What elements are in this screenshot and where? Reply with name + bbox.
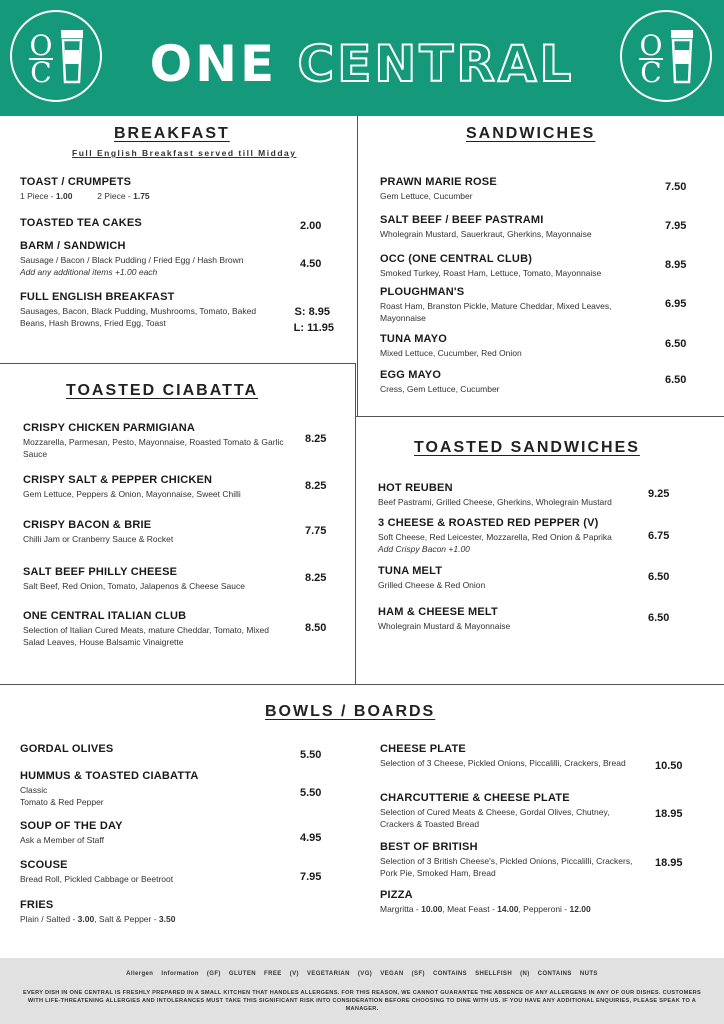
menu-item [378, 564, 643, 591]
item-name: OCC (ONE CENTRAL CLUB) [380, 253, 533, 265]
item-desc: Gem Lettuce, Peppers & Onion, Mayonnaise, Sweet Chilli [23, 489, 241, 499]
item-note: Add Crispy Bacon +1.00 [378, 544, 470, 554]
item-price: 5.50 [300, 749, 322, 761]
item-name: EGG MAYO [380, 369, 442, 381]
brand-logo-right [620, 10, 712, 102]
item-desc: 1 Piece - 1.00 2 Piece - 1.75 [20, 191, 150, 201]
item-name: SCOUSE [20, 859, 68, 871]
item-name: 3 CHEESE & ROASTED RED PEPPER (V) [378, 517, 599, 529]
item-price: 6.50 [648, 612, 670, 624]
menu-item [378, 605, 643, 632]
item-desc: Ask a Member of Staff [20, 835, 104, 845]
item-price: 8.25 [305, 433, 327, 445]
logo-letter-o: O [639, 29, 663, 62]
item-name: TOAST / CRUMPETS [20, 176, 132, 188]
menu-item [380, 840, 642, 879]
item-price: 8.50 [305, 622, 327, 634]
menu-item [20, 239, 290, 278]
item-name: PIZZA [380, 889, 413, 901]
item-desc: Beef Pastrami, Grilled Cheese, Gherkins, Wholegrain Mustard [378, 497, 612, 507]
page-title [0, 36, 724, 92]
divider [357, 116, 358, 416]
menu-item [23, 609, 293, 648]
item-desc: Sausages, Bacon, Black Pudding, Mushrooms, Tomato, Baked Beans, Hash Browns, Fried Egg, Toast [20, 306, 257, 328]
item-desc: Salt Beef, Red Onion, Tomato, Jalapenos & Cheese Sauce [23, 581, 245, 591]
menu-item [20, 769, 285, 808]
item-desc: Mozzarella, Parmesan, Pesto, Mayonnaise, Roasted Tomato & Garlic Sauce [23, 437, 284, 459]
menu-item [20, 216, 280, 230]
item-name: CRISPY BACON & BRIE [23, 519, 152, 531]
item-desc: Soft Cheese, Red Leicester, Mozzarella, Red Onion & Paprika [378, 532, 612, 542]
item-desc: Selection of Italian Cured Meats, mature Cheddar, Tomato, Mixed Salad Leaves, House Balsamic Vinaigrette [23, 625, 269, 647]
menu-item [20, 175, 290, 202]
menu-item [380, 332, 645, 359]
divider [0, 363, 356, 364]
item-desc: Gem Lettuce, Cucumber [380, 191, 473, 201]
item-desc: Wholegrain Mustard, Sauerkraut, Gherkins, Mayonnaise [380, 229, 592, 239]
item-desc: Grilled Cheese & Red Onion [378, 580, 486, 590]
item-desc: Classic [20, 785, 48, 795]
item-price: 7.95 [665, 220, 687, 232]
header-banner [0, 0, 724, 116]
allergen-footer [0, 958, 724, 1024]
item-price: 6.50 [665, 338, 687, 350]
item-price: 5.50 [300, 787, 322, 799]
menu-item [380, 742, 642, 769]
item-name: FULL ENGLISH BREAKFAST [20, 291, 175, 303]
menu-item [380, 791, 642, 830]
title-one: ONE [149, 35, 278, 93]
item-price: 8.25 [305, 572, 327, 584]
item-name: CRISPY SALT & PEPPER CHICKEN [23, 474, 213, 486]
item-desc: Mixed Lettuce, Cucumber, Red Onion [380, 348, 522, 358]
item-price: 6.50 [648, 571, 670, 583]
item-desc: Chilli Jam or Cranberry Sauce & Rocket [23, 534, 174, 544]
item-name: TUNA MAYO [380, 333, 447, 345]
item-name: CRISPY CHICKEN PARMIGIANA [23, 422, 196, 434]
item-name: BARM / SANDWICH [20, 240, 126, 252]
item-price: 2.00 [300, 220, 322, 232]
item-desc: Sausage / Bacon / Black Pudding / Fried Egg / Hash Brown [20, 255, 244, 265]
menu-item [23, 421, 288, 460]
item-name: CHEESE PLATE [380, 743, 466, 755]
ciabatta-title: TOASTED CIABATTA [66, 382, 258, 399]
item-desc: Selection of Cured Meats & Cheese, Gordal Olives, Chutney, Crackers & Toasted Bread [380, 807, 610, 829]
item-name: SALT BEEF PHILLY CHEESE [23, 566, 178, 578]
item-price: 9.25 [648, 488, 670, 500]
item-price: 8.95 [665, 259, 687, 271]
menu-item [380, 252, 645, 279]
item-name: SALT BEEF / BEEF PASTRAMI [380, 214, 544, 226]
item-desc: Wholegrain Mustard & Mayonnaise [378, 621, 511, 631]
toasted-sandwiches-title: TOASTED SANDWICHES [414, 439, 640, 456]
breakfast-subtitle: Full English Breakfast served till Midday [72, 148, 297, 158]
item-price: 7.50 [665, 181, 687, 193]
menu-item [380, 888, 710, 915]
menu-item [20, 742, 285, 756]
menu-item [378, 481, 643, 508]
sandwiches-title: SANDWICHES [466, 125, 596, 142]
item-desc: Cress, Gem Lettuce, Cucumber [380, 384, 500, 394]
menu-item [380, 213, 645, 240]
item-price: 6.50 [665, 374, 687, 386]
item-price: 6.95 [665, 298, 687, 310]
item-name: HOT REUBEN [378, 482, 453, 494]
item-name: HAM & CHEESE MELT [378, 606, 498, 618]
item-price: 4.95 [300, 832, 322, 844]
menu-item [20, 290, 282, 329]
divider [0, 684, 724, 685]
menu-item [20, 898, 300, 925]
item-price: 10.50 [655, 760, 683, 772]
menu-item [380, 285, 645, 324]
logo-letter-o: O [29, 29, 53, 62]
menu-item [23, 565, 293, 592]
menu-item [20, 819, 285, 846]
divider [355, 363, 356, 684]
item-desc: Selection of 3 British Cheese's, Pickled Onions, Piccalilli, Crackers, Pork Pie, Smoked Ham, Bread [380, 856, 633, 878]
title-central: CENTRAL [297, 35, 575, 93]
divider [356, 416, 724, 417]
item-price: 7.75 [305, 525, 327, 537]
item-desc: Tomato & Red Pepper [20, 797, 104, 807]
allergen-notice: EVERY DISH IN ONE CENTRAL IS FRESHLY PREPARED IN A SMALL KITCHEN THAT HANDLES ALLERGENS. FOR THIS REASON, WE CANNOT GUARANTEE THE ABSENCE OF ANY ALLERGENS IN ANY OF OUR DISHES. CUSTOMERS WITH LIFE-THREATENING ALLERGIES AND INTOLERANCES MUST TAKE THIS SIGNIFICANT RISK INTO CONSIDERATION BEFORE CHOOSING TO DINE WITH US. IF YOU HAVE ANY ADDITIONAL ENQUIRIES, PLEASE SPEAK TO A MANAGER. [23, 990, 701, 1012]
item-desc: Plain / Salted - 3.00, Salt & Pepper - 3.50 [20, 914, 176, 924]
item-name: TUNA MELT [378, 565, 443, 577]
item-name: SOUP OF THE DAY [20, 820, 123, 832]
menu-item [378, 516, 643, 555]
coffee-cup-logo-icon [622, 12, 710, 100]
item-price-large: L: 11.95 [293, 322, 334, 334]
logo-letter-c: C [640, 56, 662, 89]
item-name: GORDAL OLIVES [20, 743, 114, 755]
item-price-small: S: 8.95 [294, 306, 330, 318]
allergen-legend: Allergen Information (GF) GLUTEN FREE (V) VEGETARIAN (VG) VEGAN (SF) CONTAINS SHELLFISH (N) CONTAINS NUTS [126, 971, 598, 977]
item-price: 6.75 [648, 530, 670, 542]
item-price: 8.25 [305, 480, 327, 492]
item-name: FRIES [20, 899, 54, 911]
item-note: Add any additional items +1.00 each [20, 267, 158, 277]
item-desc: Margritta - 10.00, Meat Feast - 14.00, Pepperoni - 12.00 [380, 904, 591, 914]
item-desc: Roast Ham, Branston Pickle, Mature Cheddar, Mixed Leaves, Mayonnaise [380, 301, 612, 323]
item-price: 18.95 [655, 857, 683, 869]
item-desc: Smoked Turkey, Roast Ham, Lettuce, Tomato, Mayonnaise [380, 268, 602, 278]
menu-item [380, 175, 645, 202]
item-name: CHARCUTTERIE & CHEESE PLATE [380, 792, 570, 804]
menu-item [23, 473, 293, 500]
item-name: PRAWN MARIE ROSE [380, 176, 497, 188]
item-name: TOASTED TEA CAKES [20, 217, 142, 229]
breakfast-title: BREAKFAST [114, 125, 230, 142]
item-name: HUMMUS & TOASTED CIABATTA [20, 770, 199, 782]
item-desc: Bread Roll, Pickled Cabbage or Beetroot [20, 874, 174, 884]
item-price: 4.50 [300, 258, 322, 270]
item-name: ONE CENTRAL ITALIAN CLUB [23, 610, 187, 622]
item-name: PLOUGHMAN'S [380, 286, 465, 298]
menu-item [20, 858, 285, 885]
menu-item [23, 518, 293, 545]
bowls-title: BOWLS / BOARDS [265, 703, 436, 720]
item-price: 7.95 [300, 871, 322, 883]
logo-letter-c: C [30, 56, 52, 89]
item-price: 18.95 [655, 808, 683, 820]
item-name: BEST OF BRITISH [380, 841, 478, 853]
item-desc: Selection of 3 Cheese, Pickled Onions, Piccalilli, Crackers, Bread [380, 758, 626, 768]
menu-item [380, 368, 645, 395]
